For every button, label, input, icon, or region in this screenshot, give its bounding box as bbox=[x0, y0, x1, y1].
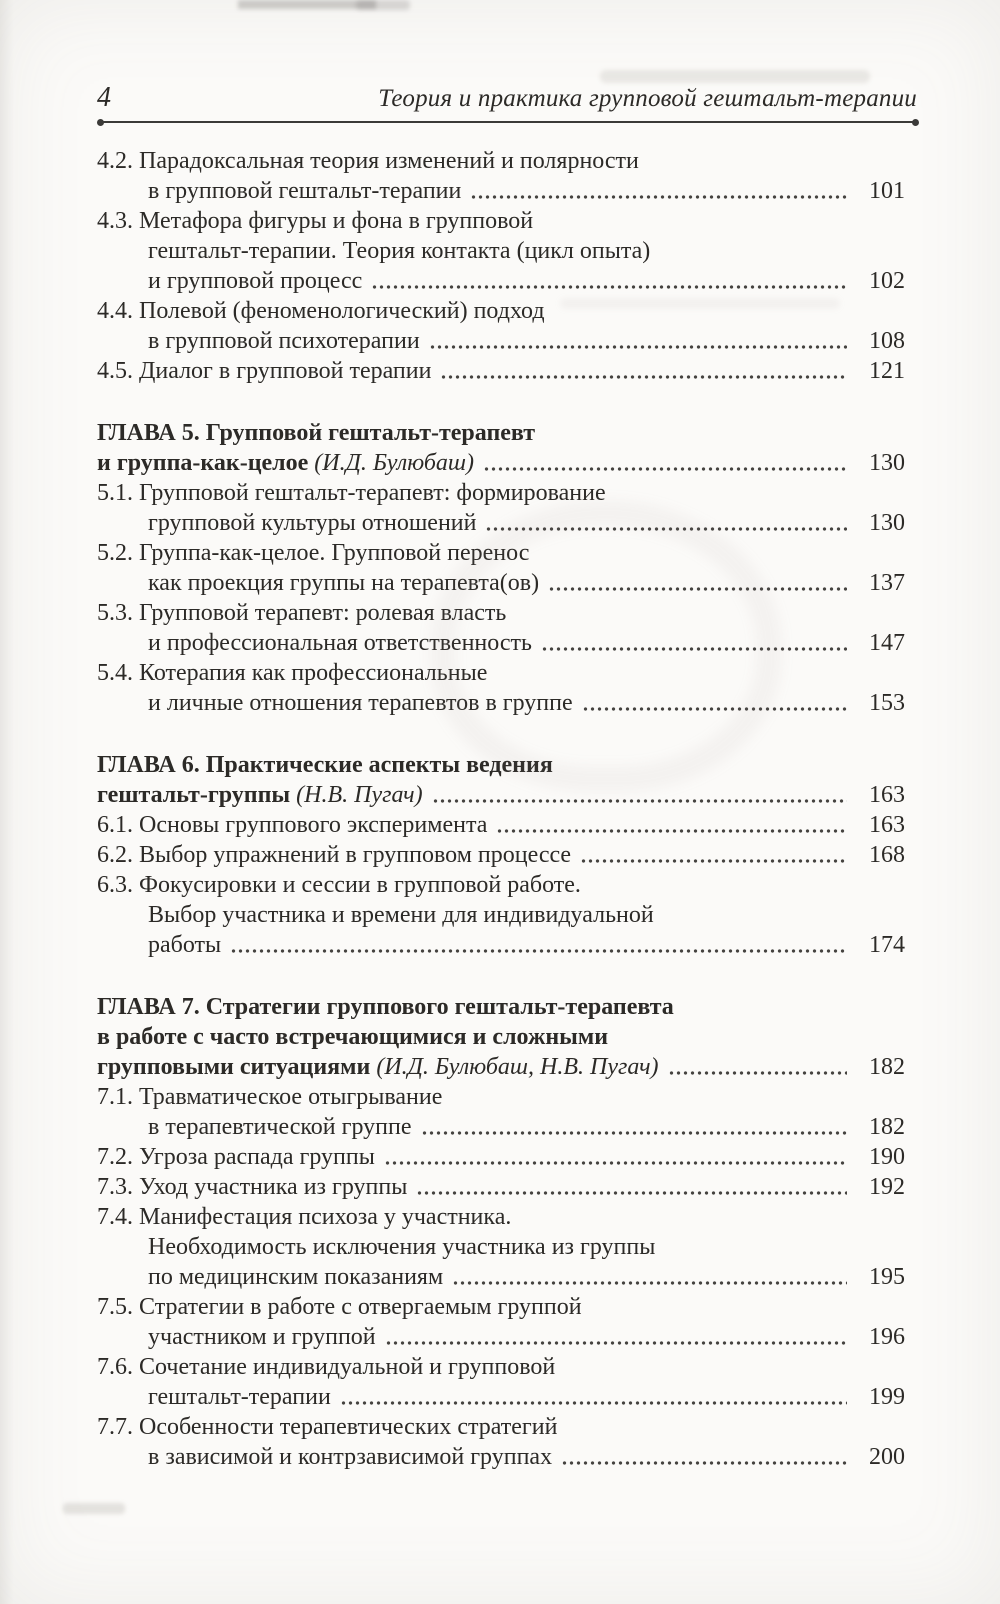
toc-text-segment: ГЛАВА 5. Групповой гештальт-терапевт bbox=[97, 420, 536, 446]
toc-text-segment: и групповой процесс bbox=[148, 268, 363, 294]
toc-line-text bbox=[148, 900, 654, 930]
toc-page-number: 102 bbox=[869, 268, 905, 294]
toc-line bbox=[97, 1322, 905, 1352]
header-rule bbox=[100, 121, 916, 123]
toc-entry bbox=[97, 206, 905, 296]
toc-entry bbox=[97, 1172, 905, 1202]
toc-line-text bbox=[97, 870, 581, 900]
dot-leader bbox=[384, 1161, 847, 1165]
toc-line bbox=[97, 448, 905, 478]
toc-text-segment: по медицинским показаниям bbox=[148, 1264, 444, 1290]
dot-leader bbox=[385, 1341, 847, 1345]
toc-entry bbox=[97, 870, 905, 960]
toc-line-text bbox=[148, 266, 362, 296]
dot-leader bbox=[421, 1131, 848, 1135]
toc-chapter-entry bbox=[97, 418, 905, 478]
toc-page-number: 163 bbox=[869, 782, 905, 808]
toc-line-text bbox=[97, 1022, 608, 1052]
toc-line bbox=[97, 900, 905, 930]
toc-line bbox=[97, 992, 905, 1022]
toc-line bbox=[97, 478, 905, 508]
running-head bbox=[97, 84, 917, 112]
toc-line bbox=[97, 628, 905, 658]
toc-line-text bbox=[97, 538, 529, 568]
dot-leader bbox=[561, 1461, 847, 1465]
dot-leader bbox=[440, 375, 847, 379]
toc-line bbox=[97, 1382, 905, 1412]
toc-line bbox=[97, 1412, 905, 1442]
toc-line bbox=[97, 236, 905, 266]
toc-line bbox=[97, 356, 905, 386]
dot-leader bbox=[485, 527, 847, 531]
dot-leader bbox=[416, 1191, 847, 1195]
toc-line bbox=[97, 568, 905, 598]
toc-line-text bbox=[97, 1202, 511, 1232]
dot-leader bbox=[668, 1071, 847, 1075]
toc-text-segment: гештальт-терапии bbox=[148, 1384, 331, 1410]
toc-line bbox=[97, 508, 905, 538]
toc-line-text bbox=[97, 206, 533, 236]
dot-leader bbox=[541, 647, 847, 651]
toc-line bbox=[97, 176, 905, 206]
toc-entry bbox=[97, 1292, 905, 1352]
toc-text-segment: ГЛАВА 7. Стратегии группового гештальт-терапевта bbox=[97, 994, 674, 1020]
toc-line-text bbox=[97, 296, 545, 326]
toc-text-segment: 7.7. Особенности терапевтических стратегий bbox=[97, 1414, 558, 1440]
toc-line bbox=[97, 1232, 905, 1262]
toc-line bbox=[97, 658, 905, 688]
toc-page-number: 108 bbox=[869, 328, 905, 354]
toc-line bbox=[97, 930, 905, 960]
toc-line-text bbox=[97, 146, 639, 176]
toc-line bbox=[97, 810, 905, 840]
toc-line bbox=[97, 1352, 905, 1382]
toc-text-segment: как проекция группы на терапевта(ов) bbox=[148, 570, 540, 596]
dot-leader bbox=[452, 1281, 847, 1285]
toc-line bbox=[97, 870, 905, 900]
toc-line bbox=[97, 1022, 905, 1052]
toc-page-number: 199 bbox=[869, 1384, 905, 1410]
dot-leader bbox=[340, 1401, 847, 1405]
toc-page-number: 168 bbox=[869, 842, 905, 868]
toc-text-segment: ГЛАВА 6. Практические аспекты ведения bbox=[97, 752, 553, 778]
toc-line bbox=[97, 1052, 905, 1082]
toc-entry bbox=[97, 146, 905, 206]
toc-entry bbox=[97, 598, 905, 658]
toc-line bbox=[97, 296, 905, 326]
toc-page-number: 192 bbox=[869, 1174, 905, 1200]
toc-entry bbox=[97, 296, 905, 356]
toc-line-text bbox=[97, 418, 535, 448]
scan-artifact-top-streak bbox=[238, 0, 376, 9]
toc-line bbox=[97, 266, 905, 296]
toc-line bbox=[97, 538, 905, 568]
toc-text-segment: в терапевтической группе bbox=[148, 1114, 412, 1140]
scan-artifact-top-blob bbox=[356, 0, 410, 10]
toc-text-segment: 4.5. Диалог в групповой терапии bbox=[97, 358, 432, 384]
dot-leader bbox=[483, 467, 847, 471]
toc-line bbox=[97, 418, 905, 448]
toc-line-text bbox=[97, 1052, 659, 1082]
toc-list bbox=[97, 146, 905, 1472]
toc-line bbox=[97, 1172, 905, 1202]
toc-entry bbox=[97, 538, 905, 598]
toc-page-number: 137 bbox=[869, 570, 905, 596]
page-number: 4 bbox=[97, 82, 111, 113]
toc-text-segment: участником и группой bbox=[148, 1324, 376, 1350]
toc-entry bbox=[97, 1202, 905, 1292]
toc-text-segment: 7.6. Сочетание индивидуальной и групповой bbox=[97, 1354, 556, 1380]
toc-line-text bbox=[148, 508, 476, 538]
toc-entry bbox=[97, 840, 905, 870]
toc-line bbox=[97, 1082, 905, 1112]
toc-entry bbox=[97, 1142, 905, 1172]
toc-page-number: 196 bbox=[869, 1324, 905, 1350]
toc-line bbox=[97, 1112, 905, 1142]
toc-line-text bbox=[97, 1352, 555, 1382]
dot-leader bbox=[580, 859, 847, 863]
toc-page-number: 182 bbox=[869, 1114, 905, 1140]
toc-line-text bbox=[148, 1262, 443, 1292]
toc-line-text bbox=[148, 568, 539, 598]
toc-page-number: 130 bbox=[869, 510, 905, 536]
dot-leader bbox=[582, 707, 847, 711]
toc-line-text bbox=[148, 1112, 412, 1142]
toc-line-text bbox=[97, 1142, 375, 1172]
toc-page-number: 130 bbox=[869, 450, 905, 476]
toc-page-number: 153 bbox=[869, 690, 905, 716]
toc-entry bbox=[97, 356, 905, 386]
toc-text-segment: 6.3. Фокусировки и сессии в групповой работе. bbox=[97, 872, 581, 898]
toc-page-number: 147 bbox=[869, 630, 905, 656]
toc-line-text bbox=[97, 658, 487, 688]
toc-page-number: 174 bbox=[869, 932, 905, 958]
toc-line-text bbox=[148, 1382, 331, 1412]
toc-page-number: 200 bbox=[869, 1444, 905, 1470]
toc-line-text bbox=[148, 930, 221, 960]
toc-entry bbox=[97, 1412, 905, 1472]
toc-line bbox=[97, 326, 905, 356]
toc-line-text bbox=[97, 810, 487, 840]
toc-line-text bbox=[148, 176, 461, 206]
toc-line-text bbox=[148, 688, 573, 718]
toc-entry bbox=[97, 810, 905, 840]
toc-text-segment: гештальт-группы bbox=[97, 782, 297, 808]
toc-page-number: 182 bbox=[869, 1054, 905, 1080]
toc-text-segment: работы bbox=[148, 932, 222, 958]
toc-text-segment: 7.4. Манифестация психоза у участника. bbox=[97, 1204, 512, 1230]
toc-line-text bbox=[97, 1082, 442, 1112]
toc-line-text bbox=[148, 1442, 552, 1472]
toc-line bbox=[97, 1202, 905, 1232]
toc-entry bbox=[97, 1352, 905, 1412]
toc-line bbox=[97, 780, 905, 810]
toc-line bbox=[97, 1292, 905, 1322]
toc-page-number: 101 bbox=[869, 178, 905, 204]
toc-line-text bbox=[148, 1232, 655, 1262]
toc-text-segment: 5.2. Группа-как-целое. Групповой перенос bbox=[97, 540, 530, 566]
toc-line bbox=[97, 750, 905, 780]
toc-line-text bbox=[97, 448, 474, 478]
toc-line-text bbox=[97, 840, 571, 870]
toc-text-segment: (Н.В. Пугач) bbox=[296, 782, 423, 808]
toc-text-segment: групповыми ситуациями bbox=[97, 1054, 377, 1080]
dot-leader bbox=[429, 345, 847, 349]
toc-text-segment: (И.Д. Булюбаш) bbox=[314, 450, 475, 476]
toc-text-segment: 7.3. Уход участника из группы bbox=[97, 1174, 408, 1200]
scan-artifact-ghost-text bbox=[600, 70, 870, 83]
dot-leader bbox=[371, 285, 847, 289]
scan-artifact-left-edge bbox=[0, 0, 14, 1604]
toc-text-segment: групповой культуры отношений bbox=[148, 510, 477, 536]
toc-entry bbox=[97, 1082, 905, 1142]
toc-line bbox=[97, 1262, 905, 1292]
toc-line-text bbox=[148, 236, 650, 266]
toc-line-text bbox=[97, 356, 431, 386]
running-title: Теория и практика групповой гештальт-терапии bbox=[378, 85, 917, 112]
dot-leader bbox=[470, 195, 847, 199]
toc-text-segment: 4.2. Парадоксальная теория изменений и полярности bbox=[97, 148, 639, 174]
toc-chapter-entry bbox=[97, 750, 905, 810]
toc-line-text bbox=[97, 1292, 582, 1322]
toc-line bbox=[97, 598, 905, 628]
toc-text-segment: 5.1. Групповой гештальт-терапевт: формирование bbox=[97, 480, 606, 506]
toc-line bbox=[97, 688, 905, 718]
toc-text-segment: 6.2. Выбор упражнений в групповом процессе bbox=[97, 842, 572, 868]
dot-leader bbox=[432, 799, 847, 803]
toc-text-segment: 5.4. Котерапия как профессиональные bbox=[97, 660, 488, 686]
toc-text-segment: 5.3. Групповой терапевт: ролевая власть bbox=[97, 600, 507, 626]
toc-text-segment: 4.4. Полевой (феноменологический) подход bbox=[97, 298, 545, 324]
toc-line bbox=[97, 206, 905, 236]
toc-page-number: 163 bbox=[869, 812, 905, 838]
toc-page-number: 190 bbox=[869, 1144, 905, 1170]
toc-text-segment: гештальт-терапии. Теория контакта (цикл опыта) bbox=[148, 238, 651, 264]
toc-line bbox=[97, 146, 905, 176]
toc-text-segment: Выбор участника и времени для индивидуальной bbox=[148, 902, 654, 928]
toc-text-segment: в зависимой и контрзависимой группах bbox=[148, 1444, 553, 1470]
toc-text-segment: 4.3. Метафора фигуры и фона в групповой bbox=[97, 208, 534, 234]
toc-entry bbox=[97, 478, 905, 538]
toc-page-number: 195 bbox=[869, 1264, 905, 1290]
toc-text-segment: (И.Д. Булюбаш, Н.В. Пугач) bbox=[376, 1054, 659, 1080]
toc-text-segment: в групповой психотерапии bbox=[148, 328, 420, 354]
toc-text-segment: и личные отношения терапевтов в группе bbox=[148, 690, 573, 716]
toc-chapter-entry bbox=[97, 992, 905, 1082]
toc-text-segment: Необходимость исключения участника из группы bbox=[148, 1234, 656, 1260]
toc-line-text bbox=[97, 1172, 407, 1202]
toc-text-segment: и группа-как-целое bbox=[97, 450, 315, 476]
toc-line-text bbox=[97, 478, 606, 508]
toc-line-text bbox=[97, 1412, 557, 1442]
toc-line-text bbox=[97, 992, 674, 1022]
toc-line-text bbox=[148, 1322, 376, 1352]
toc-line-text bbox=[148, 628, 532, 658]
toc-line-text bbox=[97, 598, 506, 628]
toc-text-segment: 7.2. Угроза распада группы bbox=[97, 1144, 375, 1170]
toc-line-text bbox=[148, 326, 420, 356]
toc-text-segment: и профессиональная ответственность bbox=[148, 630, 532, 656]
scan-artifact-bottom-mark bbox=[63, 1503, 125, 1514]
toc-page-number: 121 bbox=[869, 358, 905, 384]
toc-text-segment: 7.5. Стратегии в работе с отвергаемым группой bbox=[97, 1294, 582, 1320]
toc-line bbox=[97, 1442, 905, 1472]
dot-leader bbox=[548, 587, 847, 591]
toc-entry bbox=[97, 658, 905, 718]
toc-text-segment: в работе с часто встречающимися и сложными bbox=[97, 1024, 609, 1050]
toc-text-segment: 6.1. Основы группового эксперимента bbox=[97, 812, 488, 838]
dot-leader bbox=[496, 829, 847, 833]
toc-line bbox=[97, 1142, 905, 1172]
toc-text-segment: в групповой гештальт-терапии bbox=[148, 178, 462, 204]
toc-text-segment: 7.1. Травматическое отыгрывание bbox=[97, 1084, 443, 1110]
toc-line bbox=[97, 840, 905, 870]
toc-line-text bbox=[97, 750, 553, 780]
dot-leader bbox=[230, 949, 847, 953]
toc-line-text bbox=[97, 780, 423, 810]
